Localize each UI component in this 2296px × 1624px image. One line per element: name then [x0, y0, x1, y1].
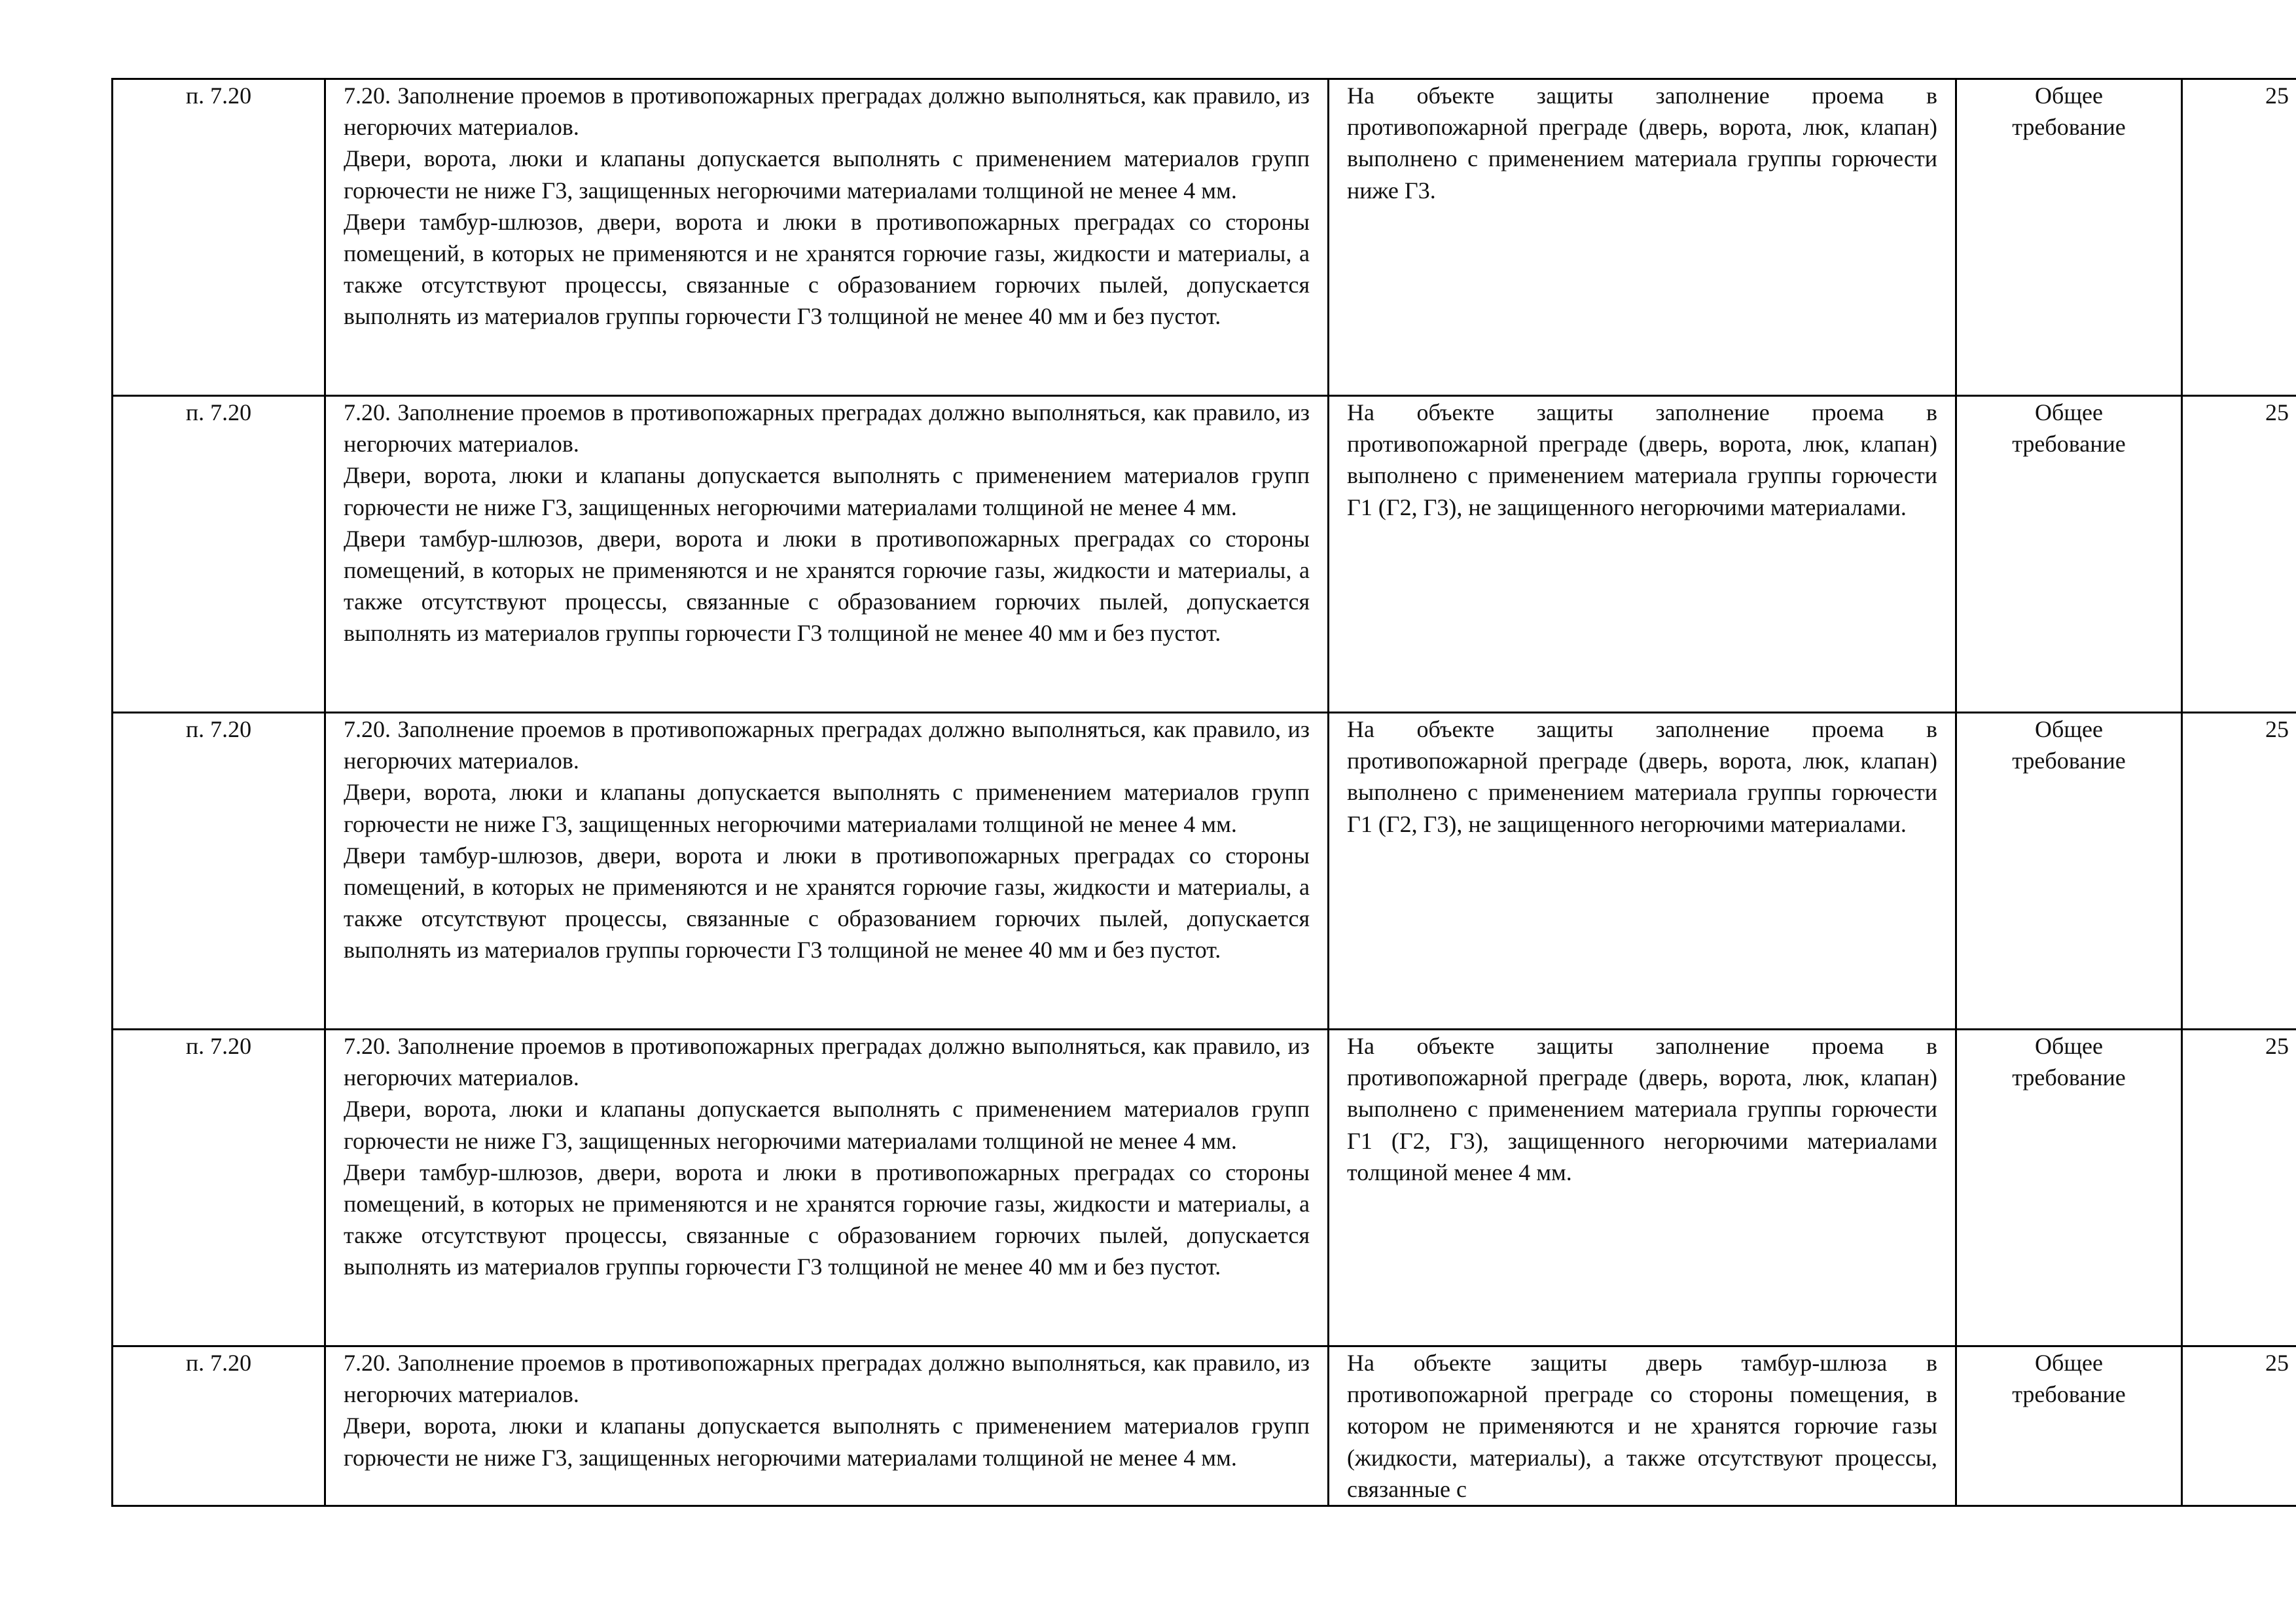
requirement-paragraph: Двери, ворота, люки и клапаны допускается выполнять с применением материалов групп горючести не ниже Г3, защищенных негорючими материалами толщиной не менее 4 мм. — [344, 779, 1310, 837]
violation-cell — [1329, 713, 1956, 1030]
requirement-paragraph: Двери, ворота, люки и клапаны допускается выполнять с применением материалов групп горючести не ниже Г3, защищенных негорючими материалами толщиной не менее 4 мм. — [344, 462, 1310, 520]
code-cell: 25 — [2182, 1030, 2296, 1346]
violation-text: На объекте защиты заполнение проема в противопожарной преграде (дверь, ворота, люк, клапан) выполнено с применением материала группы горючести Г1 (Г2, Г3), не защищенного негорючими материалами. — [1347, 716, 1937, 837]
category-cell — [1956, 396, 2182, 713]
table-row — [113, 1030, 2296, 1346]
requirement-paragraph: 7.20. Заполнение проемов в противопожарных преградах должно выполняться, как правило, из негорючих материалов. — [344, 399, 1310, 458]
table-row — [113, 396, 2296, 713]
violation-cell — [1329, 1030, 1956, 1346]
violation-text: На объекте защиты заполнение проема в противопожарной преграде (дверь, ворота, люк, клапан) выполнено с применением материала группы горючести Г1 (Г2, Г3), не защищенного негорючими материалами. — [1347, 399, 1937, 520]
clause-cell: п. 7.20 — [113, 396, 325, 713]
requirement-paragraph: Двери тамбур-шлюзов, двери, ворота и люки в противопожарных преградах со стороны помещений, в которых не применяются и не хранятся горючие газы, жидкости и материалы, а также отсутствуют процессы, связанные с образованием горючих пылей, допускается выполнять из материалов группы горючести Г3 толщиной не менее 40 мм и без пустот. — [344, 208, 1310, 330]
requirement-paragraph: Двери, ворота, люки и клапаны допускается выполнять с применением материалов групп горючести не ниже Г3, защищенных негорючими материалами толщиной не менее 4 мм. — [344, 1096, 1310, 1154]
requirement-paragraph: Двери тамбур-шлюзов, двери, ворота и люки в противопожарных преградах со стороны помещений, в которых не применяются и не хранятся горючие газы, жидкости и материалы, а также отсутствуют процессы, связанные с образованием горючих пылей, допускается выполнять из материалов группы горючести Г3 толщиной не менее 40 мм и без пустот. — [344, 1159, 1310, 1280]
code-cell: 25 — [2182, 79, 2296, 396]
requirement-paragraph: 7.20. Заполнение проемов в противопожарных преградах должно выполняться, как правило, из негорючих материалов. — [344, 716, 1310, 774]
requirement-paragraph: 7.20. Заполнение проемов в противопожарных преградах должно выполняться, как правило, из негорючих материалов. — [344, 1350, 1310, 1408]
code-cell: 25 — [2182, 713, 2296, 1030]
clause-cell: п. 7.20 — [113, 1030, 325, 1346]
requirement-cell — [325, 396, 1329, 713]
category-cell — [1956, 1346, 2182, 1506]
code-cell: 25 — [2182, 1346, 2296, 1506]
violation-text: На объекте защиты заполнение проема в противопожарной преграде (дверь, ворота, люк, клапан) выполнено с применением материала группы горючести Г1 (Г2, Г3), защищенного негорючими материалами толщиной менее 4 мм. — [1347, 1033, 1937, 1185]
category-line: требование — [2012, 748, 2126, 774]
category-line: Общее — [2035, 82, 2103, 109]
clause-cell: п. 7.20 — [113, 713, 325, 1030]
violation-cell — [1329, 396, 1956, 713]
violation-cell — [1329, 79, 1956, 396]
code-cell: 25 — [2182, 396, 2296, 713]
requirement-paragraph: Двери, ворота, люки и клапаны допускается выполнять с применением материалов групп горючести не ниже Г3, защищенных негорючими материалами толщиной не менее 4 мм. — [344, 1413, 1310, 1471]
violation-cell — [1329, 1346, 1956, 1506]
requirement-cell — [325, 1346, 1329, 1506]
requirement-paragraph: 7.20. Заполнение проемов в противопожарных преградах должно выполняться, как правило, из негорючих материалов. — [344, 82, 1310, 141]
category-cell — [1956, 79, 2182, 396]
violation-text: На объекте защиты дверь тамбур-шлюза в противопожарной преграде со стороны помещения, в котором не применяются и не хранятся горючие газы (жидкости, материалы), а также отсутствуют процессы, связанные с — [1347, 1350, 1937, 1502]
category-cell — [1956, 1030, 2182, 1346]
category-line: требование — [2012, 1064, 2126, 1091]
category-line: требование — [2012, 431, 2126, 458]
requirement-paragraph: Двери тамбур-шлюзов, двери, ворота и люки в противопожарных преградах со стороны помещений, в которых не применяются и не хранятся горючие газы, жидкости и материалы, а также отсутствуют процессы, связанные с образованием горючих пылей, допускается выполнять из материалов группы горючести Г3 толщиной не менее 40 мм и без пустот. — [344, 525, 1310, 647]
category-line: Общее — [2035, 399, 2103, 425]
requirement-cell — [325, 1030, 1329, 1346]
requirements-table — [111, 78, 2296, 1507]
clause-cell: п. 7.20 — [113, 79, 325, 396]
category-line: Общее — [2035, 716, 2103, 742]
category-line: требование — [2012, 1381, 2126, 1408]
requirement-paragraph: Двери, ворота, люки и клапаны допускается выполнять с применением материалов групп горючести не ниже Г3, защищенных негорючими материалами толщиной не менее 4 мм. — [344, 145, 1310, 204]
table-row — [113, 713, 2296, 1030]
requirement-cell — [325, 79, 1329, 396]
category-line: требование — [2012, 114, 2126, 141]
category-cell — [1956, 713, 2182, 1030]
clause-cell: п. 7.20 — [113, 1346, 325, 1506]
document-sheet — [111, 78, 2289, 1507]
category-line: Общее — [2035, 1350, 2103, 1376]
requirement-cell — [325, 713, 1329, 1030]
category-line: Общее — [2035, 1033, 2103, 1059]
violation-text: На объекте защиты заполнение проема в противопожарной преграде (дверь, ворота, люк, клапан) выполнено с применением материала группы горючести ниже Г3. — [1347, 82, 1937, 204]
table-row — [113, 1346, 2296, 1506]
requirement-paragraph: 7.20. Заполнение проемов в противопожарных преградах должно выполняться, как правило, из негорючих материалов. — [344, 1033, 1310, 1091]
requirement-paragraph: Двери тамбур-шлюзов, двери, ворота и люки в противопожарных преградах со стороны помещений, в которых не применяются и не хранятся горючие газы, жидкости и материалы, а также отсутствуют процессы, связанные с образованием горючих пылей, допускается выполнять из материалов группы горючести Г3 толщиной не менее 40 мм и без пустот. — [344, 842, 1310, 964]
table-row — [113, 79, 2296, 396]
